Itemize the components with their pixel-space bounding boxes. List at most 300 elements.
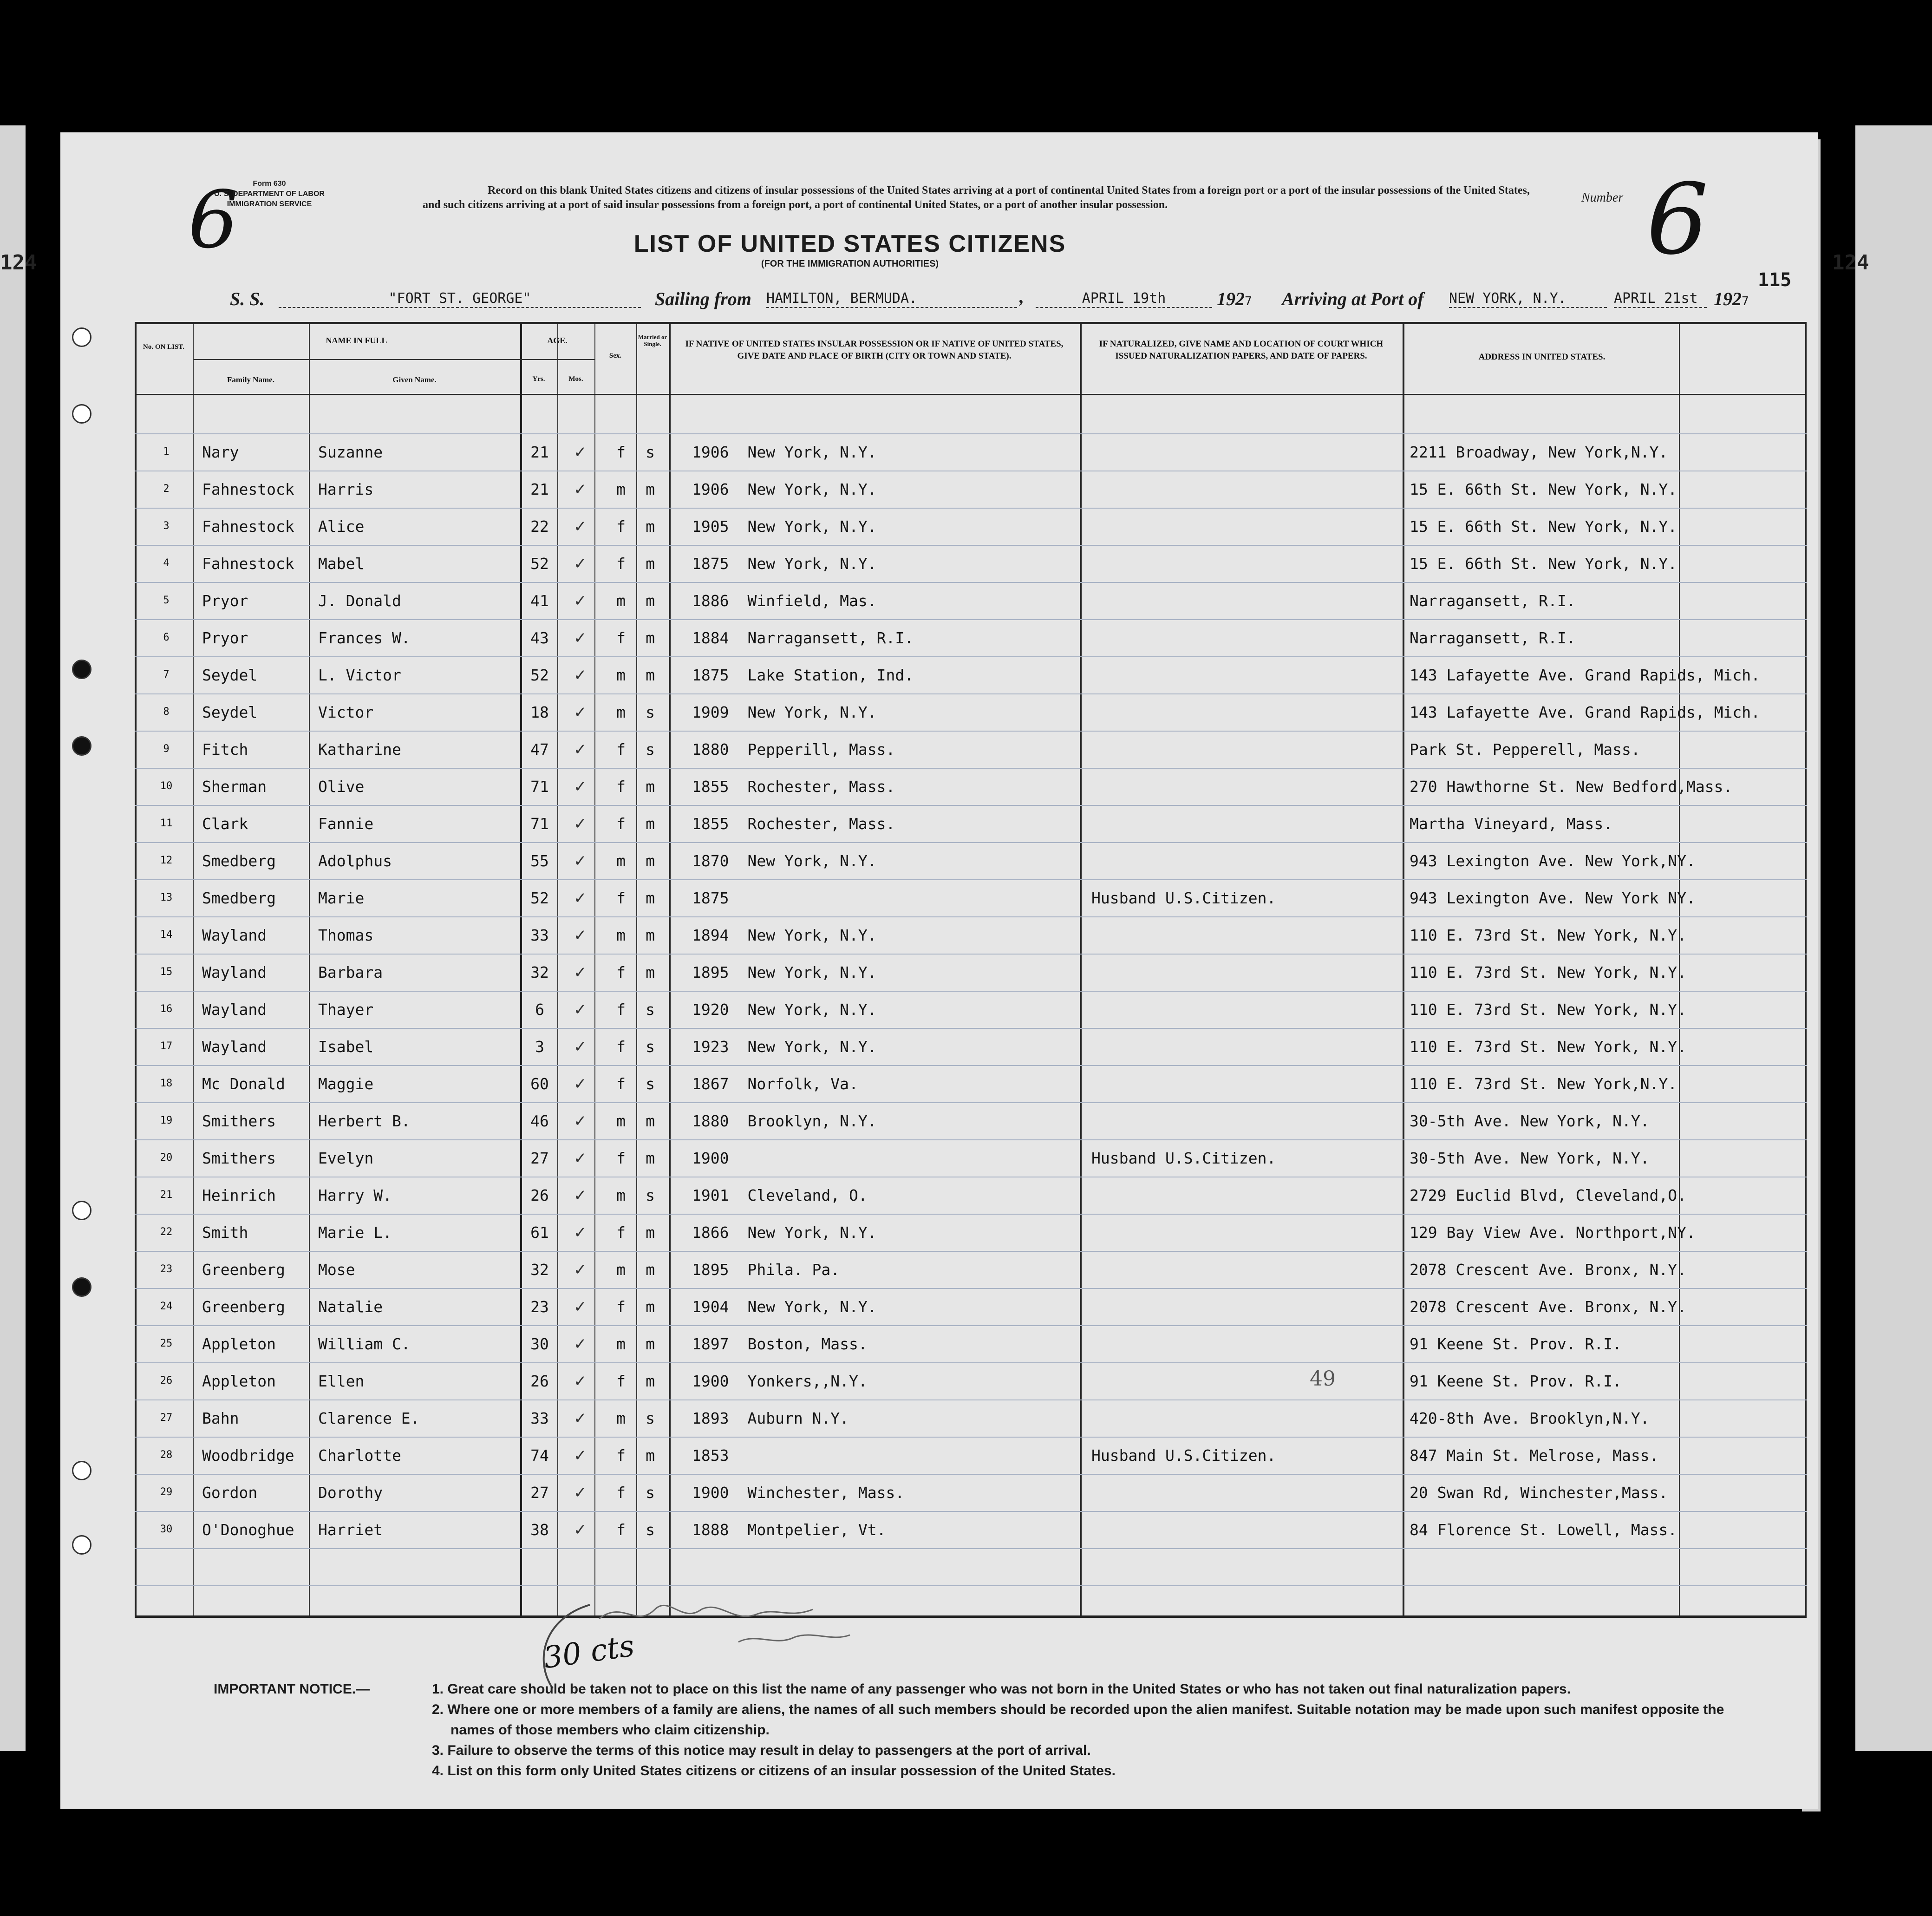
address: 110 E. 73rd St. New York, N.Y. [1410,963,1687,981]
address: Narragansett, R.I. [1410,629,1576,647]
naturalization: Husband U.S.Citizen. [1091,1149,1276,1167]
birth-place: Cleveland, O. [747,1186,868,1204]
table-row [135,1402,1807,1439]
birth-info [692,592,877,610]
page-subtitle: (FOR THE IMMIGRATION AUTHORITIES) [761,259,939,269]
birth-info [692,1038,877,1056]
birth-place: New York, N.Y. [747,926,877,944]
age-years: 33 [530,926,549,944]
address: Park St. Pepperell, Mass. [1410,740,1640,759]
family-name: Greenberg [202,1298,285,1316]
family-name: Appleton [202,1335,276,1353]
manifest-page: 6 Form 630 U. S. DEPARTMENT OF LABOR IMMIGRATION SERVICE Record on this blank United States citizens and citizens of insular possessions of the United States arriving at a port of continental United States from a foreign port or a port of the insular possessions of the United States, and such citizens arriving at a port of said insular possessions from a foreign port, a port of continental United States, or a port of another insular possession. Number 6 LIST OF UNITED STATES CITIZENS (FOR THE IMMIGRATION AUTHORITIES) S. S. "FORT ST. GEORGE" Sailing from HAMILTON, BERMUDA. , APRIL 19th 1927 Arriving at Port of NEW YORK, N.Y. APRIL 21st 1927 115 No. ON LIST. NAME IN FULL Family Name. Given Name. AGE. Yrs. Mos. Sex. Married or Single. IF NATIVE OF UNITED STATES INSULAR POSSESSION OR IF NATIVE OF UNITED STATES, GIVE DATE AND PLACE OF BIRTH (CITY OR TOWN AND STATE). IF NATURALIZED, GIVE NAME AND LOCATION OF COURT WHICH ISSUED NATURALIZATION PAPERS, AND DATE OF PAPERS. ADDRESS IN UNITED STATES. 1 Nary Suzanne 21 f s 1906 New York, N.Y. 2211 Broadway, New York,N.Y. ✓ 2 Fahnestock Harris 21 m m 1906 New York, N.Y. 15 E. 66th St. New York, N.Y. ✓ 3 Fahnestock Alice 22 f m 1905 New York, N.Y. 15 E. 66th St. New York, N.Y. ✓ 4 Fahnestock Mabel 52 f m 1875 New York, N.Y. 15 E. 66th St. New York, N.Y. ✓ 5 Pryor J. Donald 41 m m 1886 Winfield, Mas. Narragansett, R.I. ✓ 6 Pryor Frances W. 43 f m 1884 Narragansett, R.I. Narragansett, R.I. ✓ 7 Seydel L. Victor 52 m m 1875 Lake Station, Ind. 143 Lafayette Ave. Grand Rapids, Mich. ✓ 8 Seydel Victor 18 m s 1909 New York, N.Y. 143 Lafayette Ave. Grand Rapids, Mich. ✓ 9 Fitch Katharine 47 f s 1880 Pepperill, Mass. Park St. Pepperell, Mass. ✓ 10 Sherman Olive 71 f m 1855 Rochester, Mass. 270 Hawthorne St. New Bedford,Mass. ✓ 11 Clark Fannie 71 f m 1855 Rochester, Mass. Martha Vineyard, Mass. ✓ 12 Smedberg Adolphus 55 m m 1870 New York, N.Y. 943 Lexington Ave. New York,NY. ✓ 13 Smedberg Marie 52 f m 1875 Husband U.S.Citizen. 943 Lexington Ave. New York NY. ✓ 14 Wayland Thomas 33 m m 1894 New York, N.Y. 110 E. 73rd St. New York, N.Y. ✓ 15 Wayland Barbara 32 f m 1895 New York, N.Y. 110 E. 73rd St. New York, N.Y. ✓ 16 Wayland Thayer 6 f s 1920 New York, N.Y. 110 E. 73rd St. New York, N.Y. ✓ 17 Wayland Isabel 3 f s 1923 New York, N.Y. 110 E. 73rd St. New York, N.Y. ✓ 18 Mc Donald Maggie 60 f s 1867 Norfolk, Va. 110 E. 73rd St. New York,N.Y. ✓ 19 Smithers Herbert B. 46 m m 1880 Brooklyn, N.Y. 30-5th Ave. New York, N.Y. ✓ 20 Smithers Evelyn 27 f m 1900 Husband U.S.Citizen. 30-5th Ave. New York, N.Y. ✓ 21 Heinrich Harry W. 26 m s 1901 Cleveland, O. 2729 Euclid Blvd, Cleveland,O. ✓ 22 Smith Marie L. 61 f m 1866 New York, N.Y. 129 Bay View Ave. Northport,NY. ✓ 23 Greenberg Mose 32 m m 1895 Phila. Pa. 2078 Crescent Ave. Bronx, N.Y. ✓ 24 Greenberg Natalie 23 f m 1904 New York, N.Y. 2078 Crescent Ave. Bronx, N.Y. ✓ 25 Appleton William C. 30 m m 1897 Boston, Mass. 91 Keene St. Prov. R.I. ✓ 26 Appleton Ellen 26 f m 1900 Yonkers,,N.Y. 91 Keene St. Prov. R.I. ✓ 27 Bahn Clarence E. 33 m s 1893 Auburn N.Y. 420-8th Ave. Brooklyn,N.Y. ✓ 28 Woodbridge Charlotte 74 f m 1853 Husband U.S.Citizen. 847 Main St. Melrose, Mass. ✓ 29 Gordon Dorothy 27 f s 1900 Winchester, Mass. 20 Swan Rd, Winchester,Mass. ✓ 30 O'Donoghue Harriet 38 f s 1888 Montpelier, Vt. 84 Florence St. Lowell, Mass. ✓ 49 30 cts IMPORTANT NOTICE.— 1. Great care should be taken not to place on this list the name of any passenger who was not born in the United States or who has not taken out final naturalization papers. 2. Where one or more members of a family are aliens, the names of all such members should be recorded upon the alien manifest. Suitable notation may be made upon such manifest opposite the names of those members who claim citizenship. 3. Failure to observe the terms of this notice may result in delay to passengers at the port of arrival. 4. List on this form only United States citizens or citizens of an insular possession of the United States. [60,132,1818,1809]
sex: f [616,1298,626,1316]
header-name-in-full: NAME IN FULL [326,336,387,345]
birth-year: 1875 [692,666,729,684]
birth-info [692,1261,840,1279]
sex: f [616,517,626,536]
marital-status: m [646,963,655,981]
table-row [135,659,1807,696]
table-row [135,1179,1807,1216]
age-years: 32 [530,963,549,981]
sex: f [616,1001,626,1019]
birth-year: 1920 [692,1001,729,1019]
birth-info [692,1075,858,1093]
arriving-label: Arriving at Port of [1282,288,1424,309]
birth-place: New York, N.Y. [747,703,877,721]
sex: f [616,629,626,647]
age-years: 26 [530,1186,549,1204]
birth-info [692,963,877,981]
age-years: 26 [530,1372,549,1390]
age-years: 30 [530,1335,549,1353]
birth-year: 1870 [692,852,729,870]
family-name: Smedberg [202,852,276,870]
page-title: LIST OF UNITED STATES CITIZENS [633,230,1066,257]
row-number: 13 [160,892,173,903]
punch-hole [72,327,91,347]
list-number: 6 [1646,163,1709,276]
sex: f [616,1372,626,1390]
family-name: Smithers [202,1112,276,1130]
marital-status: m [646,889,655,907]
marital-status: m [646,480,655,498]
number-label: Number [1581,190,1624,205]
check-mark-icon: ✓ [574,963,587,982]
birth-year: 1904 [692,1298,729,1316]
address: 2078 Crescent Ave. Bronx, N.Y. [1410,1298,1687,1316]
birth-info [692,1149,747,1167]
birth-place: New York, N.Y. [747,1001,877,1019]
birth-info [692,1335,868,1353]
age-years: 47 [530,740,549,759]
sex: f [616,1484,626,1502]
given-name: Suzanne [318,443,383,461]
table-row [135,1142,1807,1179]
row-number: 21 [160,1189,173,1201]
given-name: Adolphus [318,852,392,870]
header-married-single: Married or Single. [638,334,667,347]
notice-lead: IMPORTANT NOTICE.— [214,1681,370,1697]
birth-place: Pepperill, Mass. [747,740,895,759]
form-identifier [195,179,344,209]
ss-label: S. S. [230,288,265,309]
marital-status: m [646,1223,655,1242]
notice-item: 4. List on this form only United States citizens or citizens of an insular possession of the United States. [432,1763,1116,1779]
check-mark-icon: ✓ [574,555,587,573]
marital-status: s [646,1186,655,1204]
sex: m [616,1409,626,1427]
check-mark-icon: ✓ [574,703,587,722]
birth-info [692,1446,747,1465]
sex: m [616,926,626,944]
marital-status: m [646,517,655,536]
family-name: Pryor [202,592,248,610]
row-number: 8 [163,706,170,718]
table-row [135,584,1807,621]
birth-place: Yonkers,,N.Y. [747,1372,868,1390]
year-digit: 7 [1742,294,1749,308]
birth-place: New York, N.Y. [747,517,877,536]
check-mark-icon: ✓ [574,666,587,685]
table-row [135,844,1807,882]
birth-info [692,926,877,944]
arrival-date: APRIL 21st [1614,290,1707,308]
birth-place: Boston, Mass. [747,1335,868,1353]
row-number: 11 [160,817,173,829]
sex: f [616,1223,626,1242]
birth-info [692,666,914,684]
birth-info [692,1298,877,1316]
age-years: 21 [530,443,549,461]
arrival-port: NEW YORK, N.Y. [1449,290,1607,308]
marital-status: m [646,1372,655,1390]
given-name: Katharine [318,740,401,759]
sex: m [616,852,626,870]
family-name: O'Donoghue [202,1521,294,1539]
row-number: 23 [160,1263,173,1275]
address: 943 Lexington Ave. New York NY. [1410,889,1696,907]
birth-place: New York, N.Y. [747,1298,877,1316]
birth-year: 1866 [692,1223,729,1242]
age-years: 55 [530,852,549,870]
punch-hole [72,1201,91,1220]
birth-info [692,740,895,759]
birth-info [692,852,877,870]
given-name: Thayer [318,1001,374,1019]
year-digit: 7 [1245,294,1252,308]
birth-year: 1901 [692,1186,729,1204]
row-number: 5 [163,595,170,606]
given-name: Harry W. [318,1186,392,1204]
marital-status: m [646,1261,655,1279]
marital-status: m [646,555,655,573]
table-row [135,1067,1807,1105]
given-name: L. Victor [318,666,401,684]
birth-year: 1855 [692,778,729,796]
table-row [135,1290,1807,1327]
given-name: William C. [318,1335,411,1353]
form-number: Form 630 [253,180,286,188]
birth-year: 1888 [692,1521,729,1539]
header-yrs: Yrs. [532,375,545,383]
birth-info [692,703,877,721]
age-years: 61 [530,1223,549,1242]
birth-place: New York, N.Y. [747,1223,877,1242]
sex: m [616,1186,626,1204]
family-name: Wayland [202,1038,267,1056]
address: 129 Bay View Ave. Northport,NY. [1410,1223,1696,1242]
birth-info [692,1484,904,1502]
birth-info [692,555,877,573]
row-number: 2 [163,483,170,495]
table-row [135,733,1807,770]
age-years: 3 [535,1038,544,1056]
birth-place: Rochester, Mass. [747,815,895,833]
row-number: 24 [160,1301,173,1312]
row-number: 22 [160,1226,173,1238]
address: Narragansett, R.I. [1410,592,1576,610]
check-mark-icon: ✓ [574,852,587,870]
sex: m [616,480,626,498]
check-mark-icon: ✓ [574,1001,587,1019]
given-name: Victor [318,703,374,721]
departure-port: HAMILTON, BERMUDA. [766,290,1017,308]
birth-info [692,1112,877,1130]
age-years: 38 [530,1521,549,1539]
sex: f [616,815,626,833]
birth-info [692,629,914,647]
address: 143 Lafayette Ave. Grand Rapids, Mich. [1410,666,1760,684]
header-sex: Sex. [609,352,622,360]
age-years: 60 [530,1075,549,1093]
family-name: Wayland [202,1001,267,1019]
header-address: ADDRESS IN UNITED STATES. [1478,352,1606,362]
table-row [135,1030,1807,1067]
table-row [135,1476,1807,1513]
table-row [135,1365,1807,1402]
family-name: Wayland [202,926,267,944]
family-name: Seydel [202,666,258,684]
passenger-table [135,322,1807,1618]
ship-name: "FORT ST. GEORGE" [279,290,641,308]
address: 420-8th Ave. Brooklyn,N.Y. [1410,1409,1650,1427]
birth-info [692,1409,849,1427]
notice-item: 1. Great care should be taken not to place on this list the name of any passenger who was not born in the United States or who has not taken out final naturalization papers. [432,1681,1571,1697]
birth-year: 1897 [692,1335,729,1353]
given-name: Herbert B. [318,1112,411,1130]
header-mos: Mos. [568,375,583,383]
address: 847 Main St. Melrose, Mass. [1410,1446,1659,1465]
birth-year: 1900 [692,1372,729,1390]
given-name: Harriet [318,1521,383,1539]
birth-info [692,1001,877,1019]
row-number: 28 [160,1449,173,1461]
age-years: 52 [530,555,549,573]
given-name: Olive [318,778,365,796]
check-mark-icon: ✓ [574,926,587,945]
adjacent-page-number-right: 124 [1832,251,1869,275]
check-mark-icon: ✓ [574,1038,587,1056]
address: 110 E. 73rd St. New York, N.Y. [1410,1038,1687,1056]
punch-hole [72,1277,91,1297]
punch-hole [72,660,91,679]
given-name: Mose [318,1261,355,1279]
check-mark-icon: ✓ [574,889,587,908]
adjacent-page-left [0,125,26,1751]
birth-year: 1900 [692,1149,729,1167]
given-name: Thomas [318,926,374,944]
marital-status: s [646,443,655,461]
sex: m [616,592,626,610]
marital-status: s [646,1484,655,1502]
address: 30-5th Ave. New York, N.Y. [1410,1149,1650,1167]
birth-place: Montpelier, Vt. [747,1521,886,1539]
marital-status: s [646,703,655,721]
birth-place: New York, N.Y. [747,555,877,573]
sex: f [616,1038,626,1056]
check-mark-icon: ✓ [574,1409,587,1428]
row-number: 9 [163,743,170,755]
table-row [135,696,1807,733]
birth-place: New York, N.Y. [747,1038,877,1056]
family-name: Pryor [202,629,248,647]
age-years: 52 [530,889,549,907]
birth-info [692,443,877,461]
birth-year: 1923 [692,1038,729,1056]
header-no: No. ON LIST. [143,343,184,351]
sex: m [616,1112,626,1130]
given-name: Charlotte [318,1446,401,1465]
sex: m [616,1335,626,1353]
birth-place: New York, N.Y. [747,963,877,981]
address: 110 E. 73rd St. New York, N.Y. [1410,1001,1687,1019]
address: 20 Swan Rd, Winchester,Mass. [1410,1484,1668,1502]
table-row [135,1253,1807,1290]
naturalization: Husband U.S.Citizen. [1091,889,1276,907]
given-name: Barbara [318,963,383,981]
birth-place: Auburn N.Y. [747,1409,849,1427]
sex: f [616,1075,626,1093]
birth-place: Winfield, Mas. [747,592,877,610]
intro-text: Record on this blank United States citizens and citizens of insular possessions of the United States arriving at a port of continental United States from a foreign port or a port of the insular possessions of the United States, and such citizens arriving at a port of said insular possessions from a foreign port, a port of continental United States, or a port of another insular possession. [423,184,1530,211]
marital-status: m [646,1446,655,1465]
given-name: Marie [318,889,365,907]
family-name: Mc Donald [202,1075,285,1093]
check-mark-icon: ✓ [574,592,587,610]
marital-status: s [646,1409,655,1427]
age-years: 43 [530,629,549,647]
row-number: 4 [163,557,170,569]
marital-status: m [646,778,655,796]
given-name: J. Donald [318,592,401,610]
age-years: 74 [530,1446,549,1465]
marital-status: s [646,1521,655,1539]
birth-year: 1895 [692,1261,729,1279]
birth-year: 1906 [692,443,729,461]
given-name: Ellen [318,1372,365,1390]
birth-year: 1880 [692,1112,729,1130]
corner-number-mark: 6 [188,174,239,266]
age-years: 22 [530,517,549,536]
sex: m [616,666,626,684]
marital-status: s [646,1001,655,1019]
birth-info [692,1186,868,1204]
year-prefix: 192 [1217,288,1245,309]
row-number: 18 [160,1078,173,1089]
age-years: 71 [530,815,549,833]
row-number: 30 [160,1524,173,1535]
birth-year: 1900 [692,1484,729,1502]
family-name: Woodbridge [202,1446,294,1465]
check-mark-icon: ✓ [574,778,587,796]
birth-place: Rochester, Mass. [747,778,895,796]
table-row [135,882,1807,919]
marital-status: m [646,1335,655,1353]
check-mark-icon: ✓ [574,443,587,462]
table-row [135,1105,1807,1142]
table-row [135,1439,1807,1476]
check-mark-icon: ✓ [574,815,587,833]
birth-year: 1905 [692,517,729,536]
family-name: Greenberg [202,1261,285,1279]
address: Martha Vineyard, Mass. [1410,815,1613,833]
punch-hole [72,1461,91,1480]
sailing-label: Sailing from [655,288,751,309]
birth-year: 1875 [692,889,729,907]
address: 84 Florence St. Lowell, Mass. [1410,1521,1677,1539]
check-mark-icon: ✓ [574,1335,587,1354]
address: 2078 Crescent Ave. Bronx, N.Y. [1410,1261,1687,1279]
row-number: 12 [160,855,173,866]
birth-year: 1853 [692,1446,729,1465]
table-row [135,547,1807,584]
check-mark-icon: ✓ [574,1484,587,1502]
marital-status: m [646,1149,655,1167]
check-mark-icon: ✓ [574,1223,587,1242]
sex: f [616,1446,626,1465]
table-row [135,919,1807,956]
naturalization: Husband U.S.Citizen. [1091,1446,1276,1465]
check-mark-icon: ✓ [574,629,587,647]
row-number: 16 [160,1003,173,1015]
row-number: 29 [160,1486,173,1498]
header-naturalized: IF NATURALIZED, GIVE NAME AND LOCATION OF COURT WHICH ISSUED NATURALIZATION PAPERS, AND DATE OF PAPERS. [1099,339,1384,361]
address: 91 Keene St. Prov. R.I. [1410,1335,1622,1353]
row-number: 14 [160,929,173,941]
family-name: Seydel [202,703,258,721]
address: 91 Keene St. Prov. R.I. [1410,1372,1622,1390]
table-row [135,473,1807,510]
marital-status: m [646,666,655,684]
age-years: 18 [530,703,549,721]
notice-items [432,1679,1760,1781]
address: 2729 Euclid Blvd, Cleveland,O. [1410,1186,1687,1204]
birth-year: 1893 [692,1409,729,1427]
family-name: Nary [202,443,239,461]
check-mark-icon: ✓ [574,1186,587,1205]
handwritten-count: 30 cts [541,1628,637,1676]
birth-place: Lake Station, Ind. [747,666,914,684]
departure-year [1217,288,1252,310]
address: 30-5th Ave. New York, N.Y. [1410,1112,1650,1130]
ink-stamp-number: 49 [1310,1367,1336,1391]
row-number: 1 [163,446,170,458]
birth-year: 1906 [692,480,729,498]
row-number: 19 [160,1115,173,1126]
birth-place: New York, N.Y. [747,852,877,870]
row-number: 6 [163,632,170,643]
header-birth: IF NATIVE OF UNITED STATES INSULAR POSSESSION OR IF NATIVE OF UNITED STATES, GIVE DATE AND PLACE OF BIRTH (CITY OR TOWN AND STATE). [685,339,1064,361]
marital-status: m [646,592,655,610]
birth-place: Norfolk, Va. [747,1075,858,1093]
family-name: Smithers [202,1149,276,1167]
birth-year: 1894 [692,926,729,944]
birth-place: Phila. Pa. [747,1261,840,1279]
address: 143 Lafayette Ave. Grand Rapids, Mich. [1410,703,1760,721]
family-name: Wayland [202,963,267,981]
table-row [135,436,1807,473]
table-row [135,993,1807,1030]
check-mark-icon: ✓ [574,740,587,759]
address: 15 E. 66th St. New York, N.Y. [1410,480,1677,498]
row-number: 17 [160,1040,173,1052]
birth-year: 1909 [692,703,729,721]
birth-year: 1855 [692,815,729,833]
arrival-year [1714,288,1749,310]
family-name: Heinrich [202,1186,276,1204]
age-years: 52 [530,666,549,684]
